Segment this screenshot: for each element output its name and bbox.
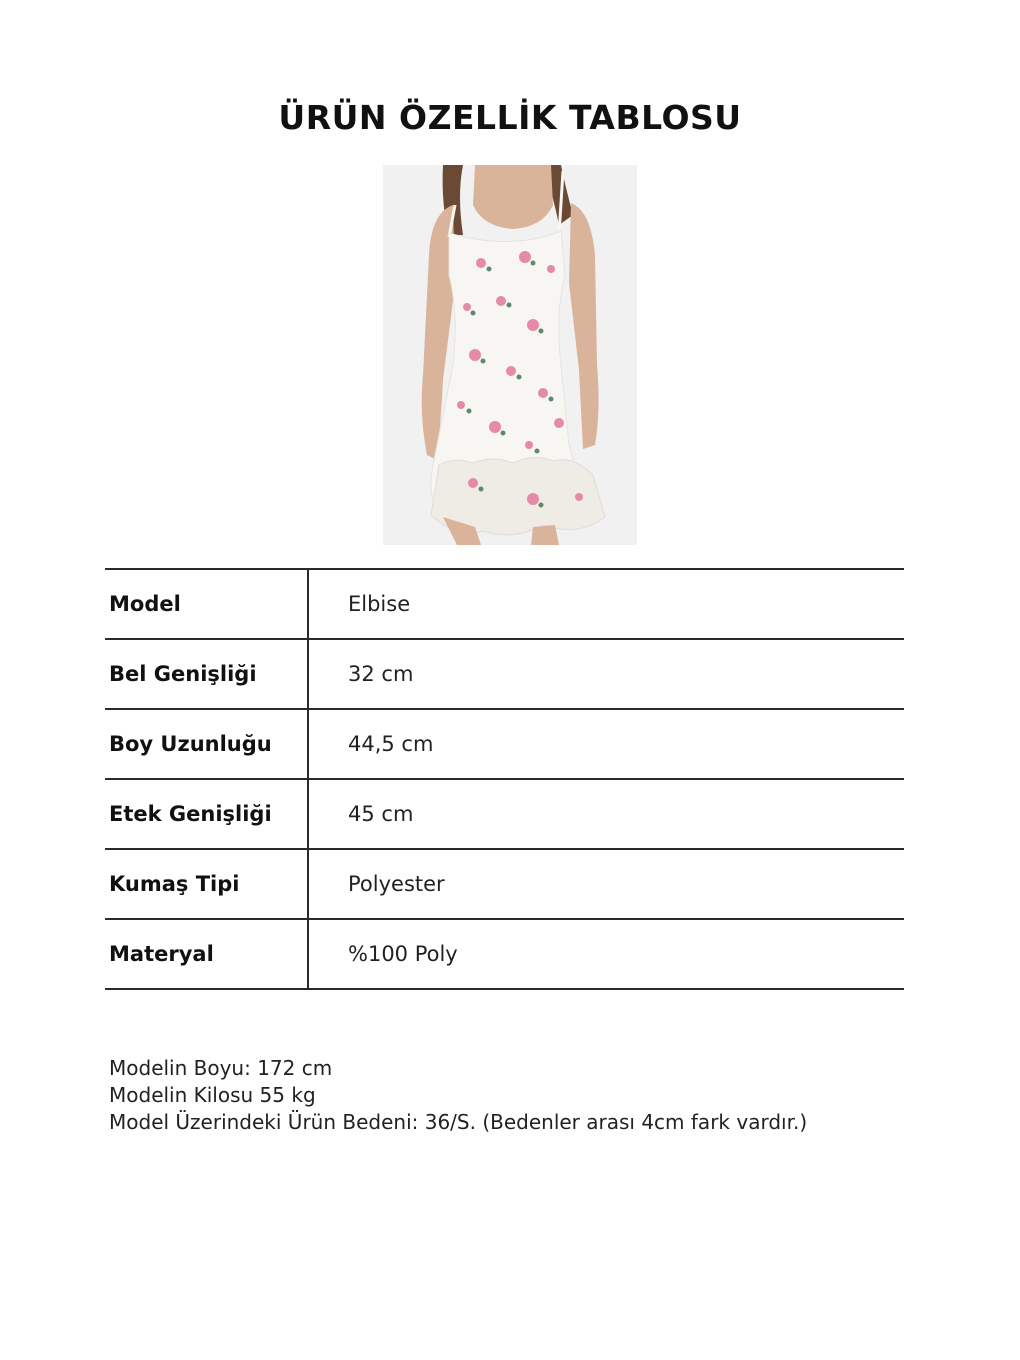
spec-label: Kumaş Tipi: [109, 872, 240, 896]
spec-table: [105, 568, 904, 990]
model-weight-note: Modelin Kilosu 55 kg: [109, 1083, 316, 1107]
spec-row-fabric-type: [105, 850, 904, 920]
model-size-note: Model Üzerindeki Ürün Bedeni: 36/S. (Bedenler arası 4cm fark vardır.): [109, 1110, 808, 1134]
spec-value: Elbise: [348, 592, 411, 616]
spec-value: 45 cm: [348, 802, 414, 826]
spec-label: Boy Uzunluğu: [109, 732, 272, 756]
dress-illustration: [383, 165, 637, 545]
spec-label: Model: [109, 592, 181, 616]
spec-label: Etek Genişliği: [109, 802, 272, 826]
model-notes: [109, 1055, 807, 1136]
spec-row-length: [105, 710, 904, 780]
spec-value: Polyester: [348, 872, 445, 896]
spec-value: 44,5 cm: [348, 732, 434, 756]
model-height-note: Modelin Boyu: 172 cm: [109, 1056, 333, 1080]
spec-label: Bel Genişliği: [109, 662, 257, 686]
product-image: [383, 165, 637, 545]
spec-value: %100 Poly: [348, 942, 458, 966]
spec-row-model: [105, 570, 904, 640]
spec-label: Materyal: [109, 942, 214, 966]
spec-value: 32 cm: [348, 662, 414, 686]
spec-row-skirt-width: [105, 780, 904, 850]
page-title: ÜRÜN ÖZELLİK TABLOSU: [278, 98, 742, 137]
spec-row-material: [105, 920, 904, 990]
spec-row-waist-width: [105, 640, 904, 710]
